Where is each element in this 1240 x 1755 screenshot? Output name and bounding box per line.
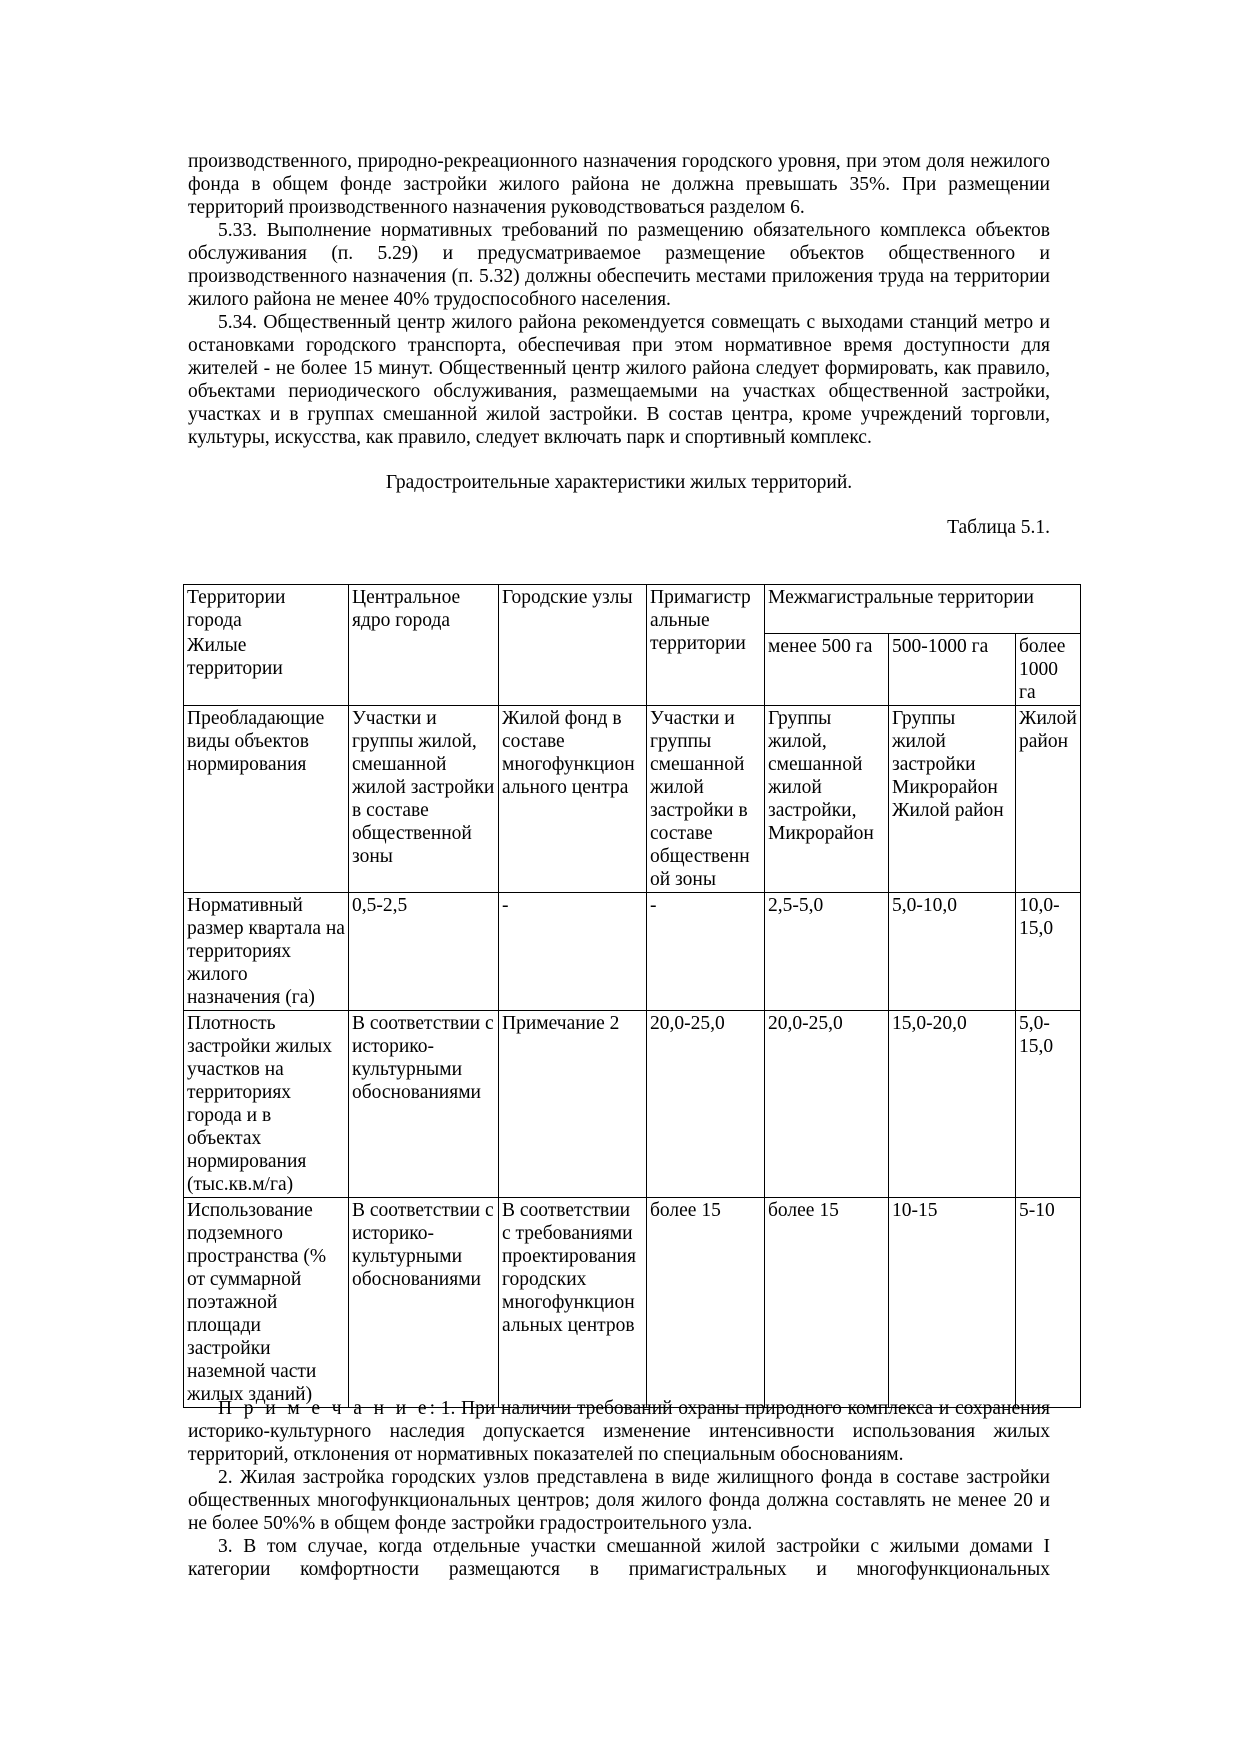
notes-section: [188, 1397, 1050, 1581]
cell-mezh-medium: 15,0-20,0: [889, 1010, 1016, 1197]
paragraph-5-34: 5.34. Общественный центр жилого района рекомендуется совмещать с выходами станций метро и остановками городского транспорта, обеспечивая при этом нормативное время доступности для жителей - не более 15 минут. Общественный центр жилого района следует формировать, как правило, объектами периодического обслуживания, размещаемыми на участках общественной застройки, участках и в группах смешанной жилой застройки. В состав центра, кроме учреждений торговли, культуры, искусства, как правило, следует включать парк и спортивный комплекс.: [188, 312, 1050, 448]
paragraph-intro: производственного, природно-рекреационного назначения городского уровня, при этом доля нежилого фонда в общем фонде застройки жилого района не должна превышать 35%. При размещении территорий производственного назначения руководствоваться разделом 6.: [188, 151, 1050, 218]
cell-primag: -: [647, 892, 765, 1010]
cell-mezh-large: 5,0-15,0: [1016, 1010, 1081, 1197]
cell-nodes: В соответствии с требованиями проектирования городских многофункцион альных центров: [499, 1197, 647, 1407]
header-mezh-large: более 1000 га: [1016, 633, 1081, 705]
header-living: Жилые территории: [184, 633, 349, 705]
cell-mezh-large: 10,0-15,0: [1016, 892, 1081, 1010]
table-caption: Градостроительные характеристики жилых территорий.: [385, 472, 853, 493]
header-primag-top: Примагистр альные: [650, 587, 751, 631]
cell-primag: Участки и группы смешанной жилой застройки в составе общественн ой зоны: [647, 705, 765, 892]
cell-mezh-small: 2,5-5,0: [765, 892, 889, 1010]
table-row: [184, 1010, 1081, 1197]
cell-core: 0,5-2,5: [349, 892, 499, 1010]
document-body: [188, 150, 1050, 539]
header-nodes: Городские узлы: [499, 585, 647, 706]
cell-mezh-small: Группы жилой, смешанной жилой застройки, Микрорайон: [765, 705, 889, 892]
table-header-row-1: [184, 585, 1081, 634]
cell-mezh-medium: 10-15: [889, 1197, 1016, 1407]
header-mezh-small: менее 500 га: [765, 633, 889, 705]
note-1: [188, 1397, 1050, 1466]
cell-mezh-medium: 5,0-10,0: [889, 892, 1016, 1010]
row-label: Использование подземного пространства (% от суммарной поэтажной площади застройки наземной части жилых зданий): [184, 1197, 349, 1407]
cell-nodes: Жилой фонд в составе многофункцион ального центра: [499, 705, 647, 892]
note-1-text: : 1. При наличии требований охраны природного комплекса и сохранения историко-культурного наследия допускается изменение интенсивности использования жилых территорий, отклонения от нормативных показателей по специальным обоснованиям.: [188, 1398, 1050, 1465]
cell-core: В соответствии с историко-культурными обоснованиями: [349, 1197, 499, 1407]
header-mezh-medium: 500-1000 га: [889, 633, 1016, 705]
note-label: П р и м е ч а н и е: [218, 1398, 430, 1419]
characteristics-table: [183, 584, 1081, 1408]
table-number: Таблица 5.1.: [947, 517, 1050, 538]
header-mezh: Межмагистральные территории: [765, 585, 1081, 634]
table-row: [184, 892, 1081, 1010]
table-row: [184, 1197, 1081, 1407]
table-row: [184, 705, 1081, 892]
note-3: 3. В том случае, когда отдельные участки смешанной жилой застройки с жилыми домами I категории комфортности размещаются в примагистральных и многофункциональных: [188, 1536, 1050, 1580]
header-territories: Территории города: [184, 585, 349, 634]
cell-mezh-large: Жилой район: [1016, 705, 1081, 892]
cell-mezh-small: 20,0-25,0: [765, 1010, 889, 1197]
row-label: Плотность застройки жилых участков на территориях города и в объектах нормирования (тыс.кв.м/га): [184, 1010, 349, 1197]
paragraph-5-33: 5.33. Выполнение нормативных требований по размещению обязательного комплекса объектов обслуживания (п. 5.29) и предусматриваемое размещение объектов общественного и производственного назначения (п. 5.32) должны обеспечить местами приложения труда на территории жилого района не менее 40% трудоспособного населения.: [188, 220, 1050, 310]
header-primag-bottom: территории: [650, 633, 746, 654]
header-core: Центральное ядро города: [349, 585, 499, 706]
row-label: Преобладающие виды объектов нормирования: [184, 705, 349, 892]
cell-core: Участки и группы жилой, смешанной жилой застройки в составе общественной зоны: [349, 705, 499, 892]
cell-nodes: -: [499, 892, 647, 1010]
cell-primag: 20,0-25,0: [647, 1010, 765, 1197]
cell-mezh-small: более 15: [765, 1197, 889, 1407]
cell-nodes: Примечание 2: [499, 1010, 647, 1197]
header-primag: [647, 585, 765, 706]
cell-mezh-large: 5-10: [1016, 1197, 1081, 1407]
note-2: 2. Жилая застройка городских узлов представлена в виде жилищного фонда в составе застройки общественных многофункциональных центров; доля жилого фонда должна составлять не менее 20 и не более 50%% в общем фонде застройки градостроительного узла.: [188, 1467, 1050, 1534]
cell-primag: более 15: [647, 1197, 765, 1407]
cell-core: В соответствии с историко-культурными обоснованиями: [349, 1010, 499, 1197]
row-label: Нормативный размер квартала на территориях жилого назначения (га): [184, 892, 349, 1010]
cell-mezh-medium: Группы жилой застройки Микрорайон Жилой район: [889, 705, 1016, 892]
